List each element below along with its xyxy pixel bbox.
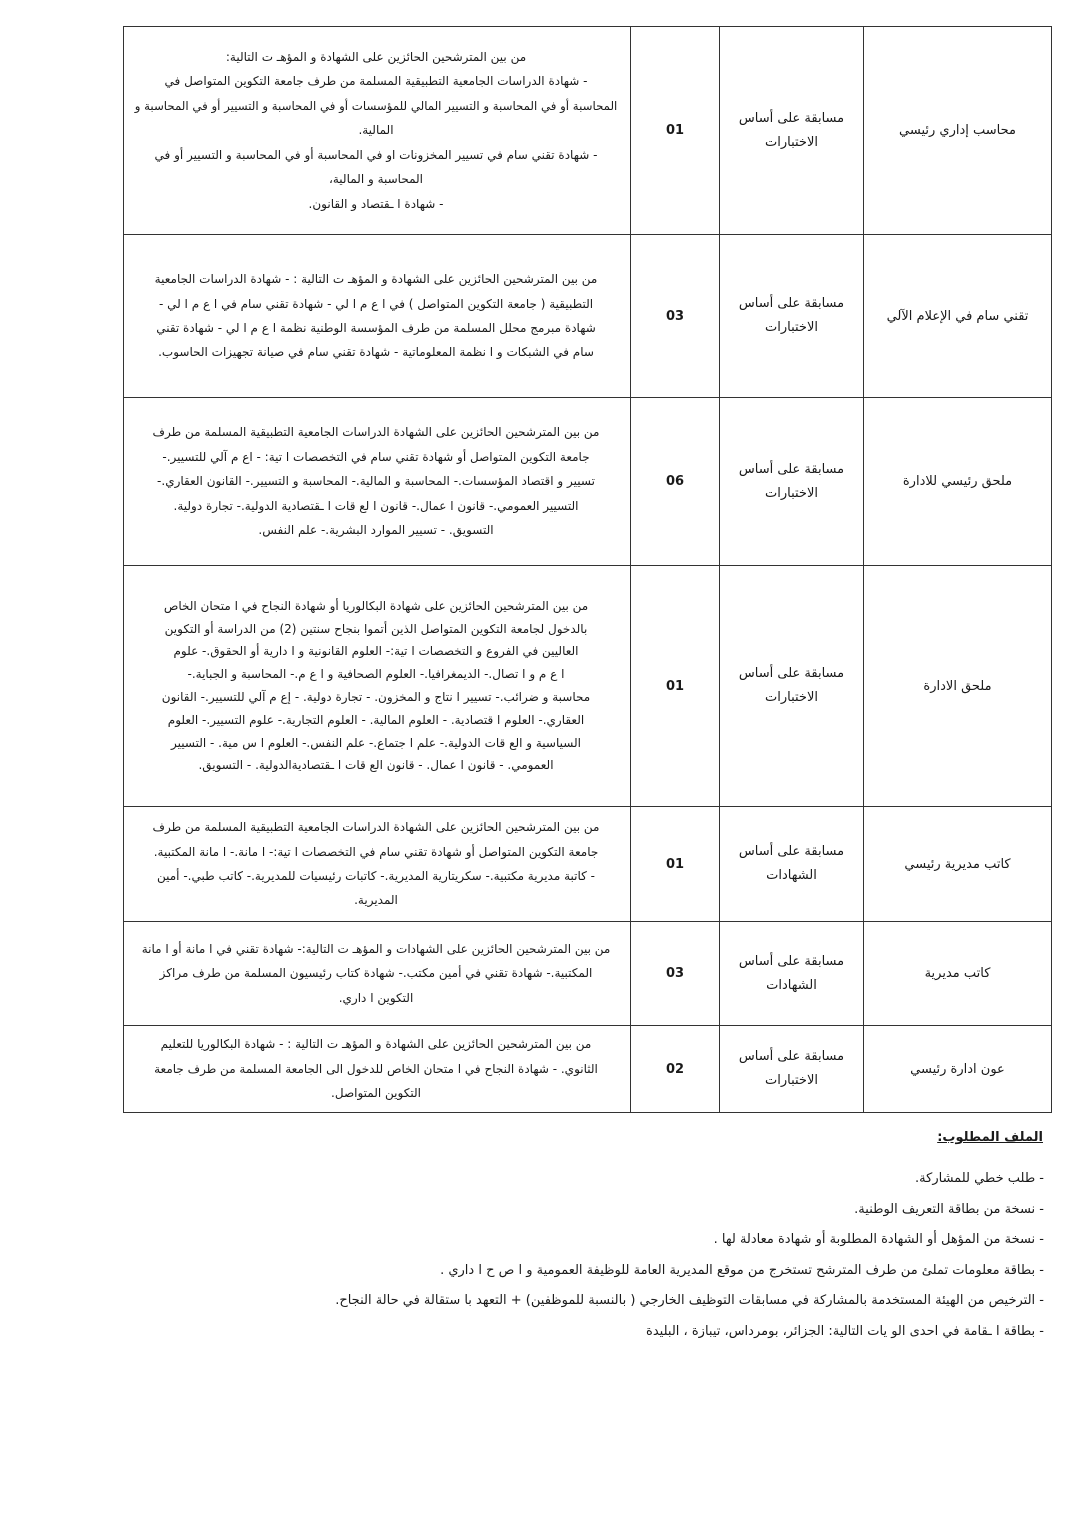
conditions-cell: [124, 566, 631, 807]
recruitment-mode-line: الاختبارات: [765, 134, 818, 150]
condition-line: الثانوي. - شهادة النجاح في ا متحان الخاص للدخول الى الجامعة المسلمة من طرف جامعة: [154, 1061, 598, 1076]
recruitment-mode: [720, 27, 864, 235]
table-row: [124, 807, 1052, 922]
condition-line: تسيير و اقتصاد المؤسسات.- المحاسبة و المالية.- المحاسبة و التسيير.- القانون العقاري.-: [157, 474, 595, 489]
conditions-cell: [124, 398, 631, 566]
condition-line: من بين المترشحين الحائزين على الشهادة و المؤهـ ت التالية:: [225, 50, 527, 65]
required-file-item: - طلب خطي للمشاركة.: [915, 1171, 1044, 1186]
conditions-cell: [124, 807, 631, 922]
condition-line: - شهادة الدراسات الجامعية التطبيقية المسلمة من طرف جامعة التكوين المتواصل في: [164, 74, 588, 89]
positions-table: [123, 26, 1052, 1113]
table-row: [124, 398, 1052, 566]
condition-line: التسيير العمومي.- قانون ا عمال.- قانون ا لع قات ا ـقتصادية الدولية.- تجارة دولية.: [173, 498, 579, 513]
condition-line: شهادة مبرمج محلل المسلمة من طرف المؤسسة الوطنية نظمة ا ع م ا لي - شهادة تقني: [156, 321, 596, 335]
required-file-section: [84, 1130, 1044, 1352]
recruitment-mode-line: الشهادات: [766, 868, 817, 883]
required-file-item: - نسخة من بطاقة التعريف الوطنية.: [854, 1201, 1044, 1217]
position-title: ملحق رئيسي للادارة: [864, 398, 1052, 566]
required-file-list: [84, 1169, 1044, 1352]
required-file-item: - نسخة من المؤهل أو الشهادة المطلوبة أو شهادة معادلة لها .: [713, 1232, 1044, 1247]
condition-line: جامعة التكوين المتواصل أو شهادة تقني سام في التخصصات ا تية:- ا مانة.- ا مانة المكتبية.: [153, 844, 599, 859]
recruitment-mode: [720, 566, 864, 807]
recruitment-mode: [720, 235, 864, 398]
condition-line: من بين المترشحين الحائزين على الشهادة الدراسات الجامعية التطبيقية المسلمة من طرف: [152, 820, 600, 835]
required-file-item: - الترخيص من الهيئة المستخدمة بالمشاركة في مسابقات التوظيف الخارجي ( بالنسبة للموظفين) + التعهد با ستقالة في حالة النجاح.: [335, 1293, 1044, 1308]
condition-line: - كاتبة مديرية مكتبية.- سكريتارية المديرية.- كاتبات رئيسيات للمديرية.- كاتب طبي.- أمين: [157, 869, 595, 883]
condition-line: التكوين ا داري.: [338, 990, 414, 1005]
required-file-title: الملف المطلوب:: [937, 1130, 1043, 1145]
condition-line: من بين المترشحين الحائزين على الشهادات و المؤهـ ت التالية:- شهادة تقني في ا مانة أو ا مانة: [141, 941, 611, 956]
recruitment-mode-line: مسابقة على أساس: [738, 296, 845, 311]
condition-line: من بين المترشحين الحائزين على الشهادة الدراسات الجامعية التطبيقية المسلمة من طرف: [152, 425, 600, 440]
condition-line: سام في الشبكات و ا نظمة المعلوماتية - شهادة تقني سام في صيانة تجهيزات الحاسوب.: [158, 345, 594, 360]
condition-line: محاسبة و ضرائب.- تسيير ا نتاج و المخزون. - تجارة دولية. - إع م آلي للتسيير.- القانون: [161, 690, 591, 704]
conditions-cell: [124, 1026, 631, 1113]
positions-count: 01: [631, 807, 720, 922]
table-row: [124, 922, 1052, 1026]
condition-line: المحاسبة و المالية،: [328, 172, 424, 187]
condition-line: من بين المترشحين الحائزين على الشهادة و المؤهـ ت التالية : - شهادة الدراسات الجامعية: [154, 272, 598, 287]
positions-count: 01: [631, 27, 720, 235]
position-title: كاتب مديرية رئيسي: [864, 807, 1052, 922]
recruitment-mode-line: مسابقة على أساس: [738, 1049, 845, 1064]
table-row: [124, 1026, 1052, 1113]
condition-line: من بين المترشحين الحائزين على الشهادة و المؤهـ ت التالية : - شهادة البكالوريا للتعليم: [160, 1037, 592, 1052]
condition-line: التطبيقية ( جامعة التكوين المتواصل ) في ا ع م ا لي - شهادة تقني سام في ا ع م ا لي -: [158, 296, 594, 311]
positions-count: 02: [631, 1026, 720, 1113]
required-file-item: - بطاقة معلومات تملئ من طرف المترشح تستخرج من موقع المديرية العامة للوظيفة العمومية و ا ص ح ا داري .: [440, 1262, 1044, 1278]
condition-line: العمومي. - قانون ا عمال. - قانون الع قات ا ـقتصاديةالدولية. - التسويق.: [198, 758, 554, 773]
position-title: ملحق الادارة: [864, 566, 1052, 807]
condition-line: - شهادة ا ـقتصاد و القانون.: [308, 196, 444, 211]
position-title: محاسب إداري رئيسي: [864, 27, 1052, 235]
condition-line: العقاري.- العلوم ا قتصادية. - العلوم المالية. - العلوم التجارية.- علوم التسيير.- العلوم: [167, 712, 585, 727]
condition-line: التكوين المتواصل.: [331, 1086, 421, 1101]
conditions-cell: [124, 235, 631, 398]
condition-line: بالدخول لجامعة التكوين المتواصل الذين أتموا بنجاح سنتين (2) من الدراسة أو التكوين: [164, 621, 588, 636]
condition-line: المالية.: [358, 123, 394, 138]
recruitment-mode-line: مسابقة على أساس: [738, 110, 845, 126]
positions-count: 06: [631, 398, 720, 566]
condition-line: جامعة التكوين المتواصل أو شهادة تقني سام في التخصصات ا تية: - اع م آلي للتسيير.-: [162, 449, 590, 464]
recruitment-mode-line: مسابقة على أساس: [738, 953, 845, 969]
recruitment-mode: [720, 1026, 864, 1113]
recruitment-mode-line: الاختبارات: [765, 1073, 818, 1088]
recruitment-mode-line: الاختبارات: [765, 690, 818, 705]
recruitment-mode-line: مسابقة على أساس: [738, 666, 845, 681]
recruitment-mode-line: الاختبارات: [765, 485, 818, 501]
condition-line: - شهادة تقني سام في تسيير المخزونات او في المحاسبة أو في المحاسبة و التسيير أو في: [154, 147, 598, 162]
condition-line: ا ع م و ا تصال.- الديمغرافيا.- العلوم الصحافية و ا ع م.- المحاسبة و الجباية.-: [187, 667, 565, 682]
positions-count: 03: [631, 235, 720, 398]
position-title: كاتب مديرية: [864, 922, 1052, 1026]
condition-line: السياسية و الع قات الدولية.- علم ا جتماع.- علم النفس.- العلوم ا س مية. - التسيير: [171, 735, 581, 750]
condition-line: التسويق. - تسيير الموارد البشرية.- علم النفس.: [258, 523, 494, 538]
position-title: عون ادارة رئيسي: [864, 1026, 1052, 1113]
condition-line: من بين المترشحين الحائزين على شهادة البكالوريا أو شهادة النجاح في ا متحان الخاص: [163, 598, 589, 613]
conditions-cell: [124, 27, 631, 235]
positions-count: 01: [631, 566, 720, 807]
table-row: [124, 27, 1052, 235]
recruitment-mode-line: مسابقة على أساس: [738, 461, 845, 477]
required-file-item: - بطاقة ا ـقامة في احدى الو يات التالية: الجزائر، بومرداس، تيبازة ، البليدة: [646, 1323, 1044, 1339]
table-row: [124, 235, 1052, 398]
recruitment-mode: [720, 922, 864, 1026]
recruitment-mode: [720, 398, 864, 566]
condition-line: العاليين في الفروع و التخصصات ا تية:- العلوم القانونية و ا دارية أو الحقوق.- علوم: [173, 644, 579, 659]
condition-line: المحاسبة أو في المحاسبة و التسيير المالي للمؤسسات أو في المحاسبة و التسيير أو في المحاسبة و: [134, 98, 618, 113]
condition-line: المديرية.: [354, 893, 398, 908]
table-row: [124, 566, 1052, 807]
position-title: تقني سام في الإعلام الآلي: [864, 235, 1052, 398]
condition-line: المكتبية.- شهادة تقني في أمين مكتب.- شهادة كتاب رئيسيون المسلمة من طرف مراكز: [159, 966, 593, 981]
positions-count: 03: [631, 922, 720, 1026]
conditions-cell: [124, 922, 631, 1026]
recruitment-mode-line: مسابقة على أساس: [738, 844, 845, 859]
recruitment-mode-line: الشهادات: [766, 977, 817, 993]
recruitment-mode-line: الاختبارات: [765, 320, 818, 335]
recruitment-mode: [720, 807, 864, 922]
